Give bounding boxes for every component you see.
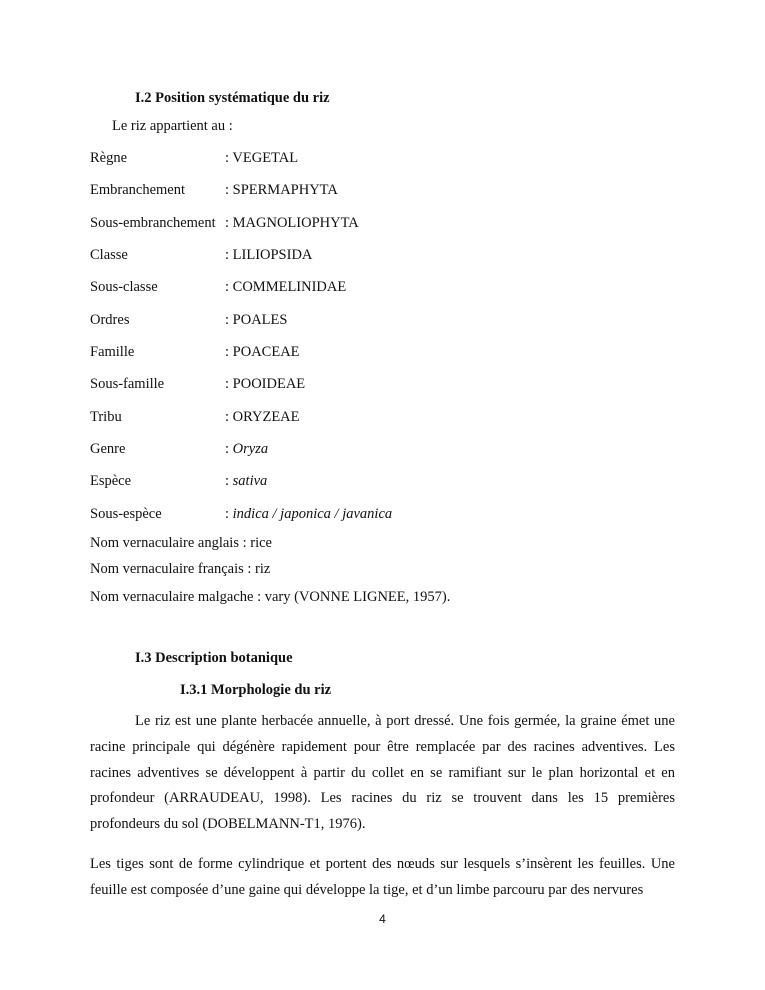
taxonomy-label: Sous-classe: [90, 279, 158, 295]
taxonomy-label: Sous-famille: [90, 376, 165, 392]
intro-text: Le riz appartient au :: [112, 118, 233, 134]
taxonomy-value: [225, 441, 268, 458]
vernacular-name-french: Nom vernaculaire français : riz: [90, 561, 271, 577]
taxonomy-value: : POOIDEAE: [225, 376, 306, 392]
taxonomy-label: Espèce: [90, 473, 132, 489]
taxonomy-label: Sous-espèce: [90, 506, 162, 522]
vernacular-name-malagasy: Nom vernaculaire malgache : vary (VONNE LIGNEE, 1957).: [90, 589, 451, 605]
taxonomy-value-italic: sativa: [232, 473, 268, 489]
taxonomy-value: : ORYZEAE: [225, 409, 300, 425]
taxonomy-value: : SPERMAPHYTA: [225, 182, 338, 198]
taxonomy-label: Classe: [90, 247, 128, 263]
taxonomy-label: Tribu: [90, 409, 122, 425]
page-number: 4: [379, 912, 386, 926]
taxonomy-label: Famille: [90, 344, 135, 360]
taxonomy-label: Règne: [90, 150, 128, 166]
taxonomy-value-prefix: :: [225, 441, 233, 457]
taxonomy-label: Genre: [90, 441, 126, 457]
taxonomy-value: : VEGETAL: [225, 150, 299, 166]
taxonomy-value: : COMMELINIDAE: [225, 279, 347, 295]
subsection-heading-i31: I.3.1 Morphologie du riz: [180, 682, 332, 698]
taxonomy-value: : POACEAE: [225, 344, 300, 360]
taxonomy-value: : LILIOPSIDA: [225, 247, 313, 263]
taxonomy-value: [225, 506, 392, 523]
taxonomy-value: : POALES: [225, 312, 288, 328]
taxonomy-label: Ordres: [90, 312, 130, 328]
taxonomy-value-prefix: :: [225, 506, 233, 522]
taxonomy-value-italic: indica / japonica / javanica: [232, 506, 393, 522]
vernacular-name-english: Nom vernaculaire anglais : rice: [90, 535, 272, 551]
taxonomy-label: Sous-embranchement: [90, 215, 216, 231]
section-heading-i3: I.3 Description botanique: [135, 650, 293, 666]
taxonomy-value-prefix: :: [225, 473, 233, 489]
taxonomy-value-italic: Oryza: [232, 441, 269, 457]
paragraph-morphology-roots: Le riz est une plante herbacée annuelle, à port dressé. Une fois germée, la graine émet une racine principale qui dégénère rapidement pour être remplacée par des racines adventives. Les racines adventives se développent à partir du collet en se ramifiant sur le plan horizontal et en profondeur (ARRAUDEAU, 1998). Les racines du riz se trouvent dans les 15 premières profondeurs du sol (DOBELMANN-T1, 1976).: [90, 713, 675, 833]
taxonomy-value: : MAGNOLIOPHYTA: [225, 215, 359, 231]
taxonomy-value: [225, 473, 267, 490]
taxonomy-label: Embranchement: [90, 182, 186, 198]
paragraph-morphology-stems: Les tiges sont de forme cylindrique et portent des nœuds sur lesquels s’insèrent les feuilles. Une feuille est composée d’une gaine qui développe la tige, et d’un limbe parcouru par des nervures: [90, 856, 675, 898]
section-heading-i2: I.2 Position systématique du riz: [135, 90, 330, 106]
